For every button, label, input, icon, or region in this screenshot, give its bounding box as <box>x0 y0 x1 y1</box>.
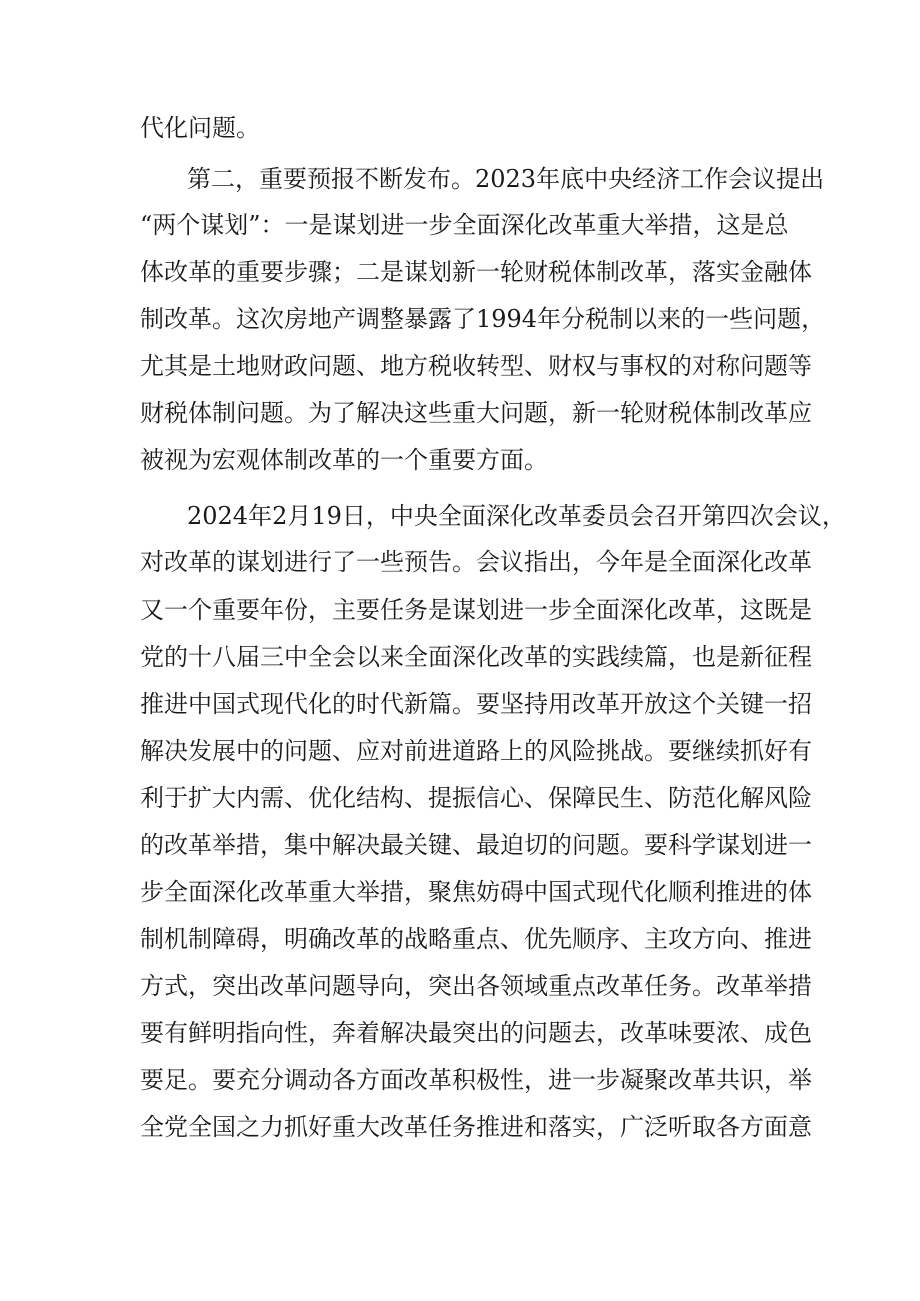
paragraph-line: 解决发展中的问题、应对前进道路上的风险挑战。要继续抓好有 <box>140 737 812 765</box>
paragraph-line: 推进中国式现代化的时代新篇。要坚持用改革开放这个关键一招 <box>140 690 812 718</box>
paragraph-line: 方式，突出改革问题导向，突出各领域重点改革任务。改革举措 <box>140 972 812 1000</box>
paragraph-line: 制机制障碍，明确改革的战略重点、优先顺序、主攻方向、推进 <box>140 925 812 953</box>
paragraph-line: 对改革的谋划进行了一些预告。会议指出，今年是全面深化改革 <box>140 548 812 576</box>
paragraph-line: 要足。要充分调动各方面改革积极性，进一步凝聚改革共识，举 <box>140 1066 812 1094</box>
paragraph-line: 利于扩大内需、优化结构、提振信心、保障民生、防范化解风险 <box>140 784 812 812</box>
paragraph-line: 又一个重要年份，主要任务是谋划进一步全面深化改革，这既是 <box>140 596 812 624</box>
paragraph-line: 步全面深化改革重大举措，聚焦妨碍中国式现代化顺利推进的体 <box>140 878 812 906</box>
paragraph-line: 体改革的重要步骤；二是谋划新一轮财税体制改革，落实金融体 <box>140 258 812 286</box>
paragraph-line: 被视为宏观体制改革的一个重要方面。 <box>140 446 548 474</box>
paragraph-line: 财税体制问题。为了解决这些重大问题，新一轮财税体制改革应 <box>140 399 812 427</box>
paragraph-line: 代化问题。 <box>140 114 260 142</box>
paragraph-line: 全党全国之力抓好重大改革任务推进和落实，广泛听取各方面意 <box>140 1113 812 1141</box>
paragraph-line: 党的十八届三中全会以来全面深化改革的实践续篇，也是新征程 <box>140 643 812 671</box>
paragraph-line: 制改革。这次房地产调整暴露了1994年分税制以来的一些问题， <box>140 305 826 333</box>
paragraph-line: 第二，重要预报不断发布。2023年底中央经济工作会议提出 <box>187 165 825 193</box>
paragraph-line: 的改革举措，集中解决最关键、最迫切的问题。要科学谋划进一 <box>140 831 812 859</box>
paragraph-line: 要有鲜明指向性，奔着解决最突出的问题去，改革味要浓、成色 <box>140 1019 812 1047</box>
paragraph-line: 2024年2月19日，中央全面深化改革委员会召开第四次会议， <box>187 502 846 530</box>
paragraph-line: “两个谋划”：一是谋划进一步全面深化改革重大举措，这是总 <box>140 211 789 239</box>
paragraph-line: 尤其是土地财政问题、地方税收转型、财权与事权的对称问题等 <box>140 352 812 380</box>
